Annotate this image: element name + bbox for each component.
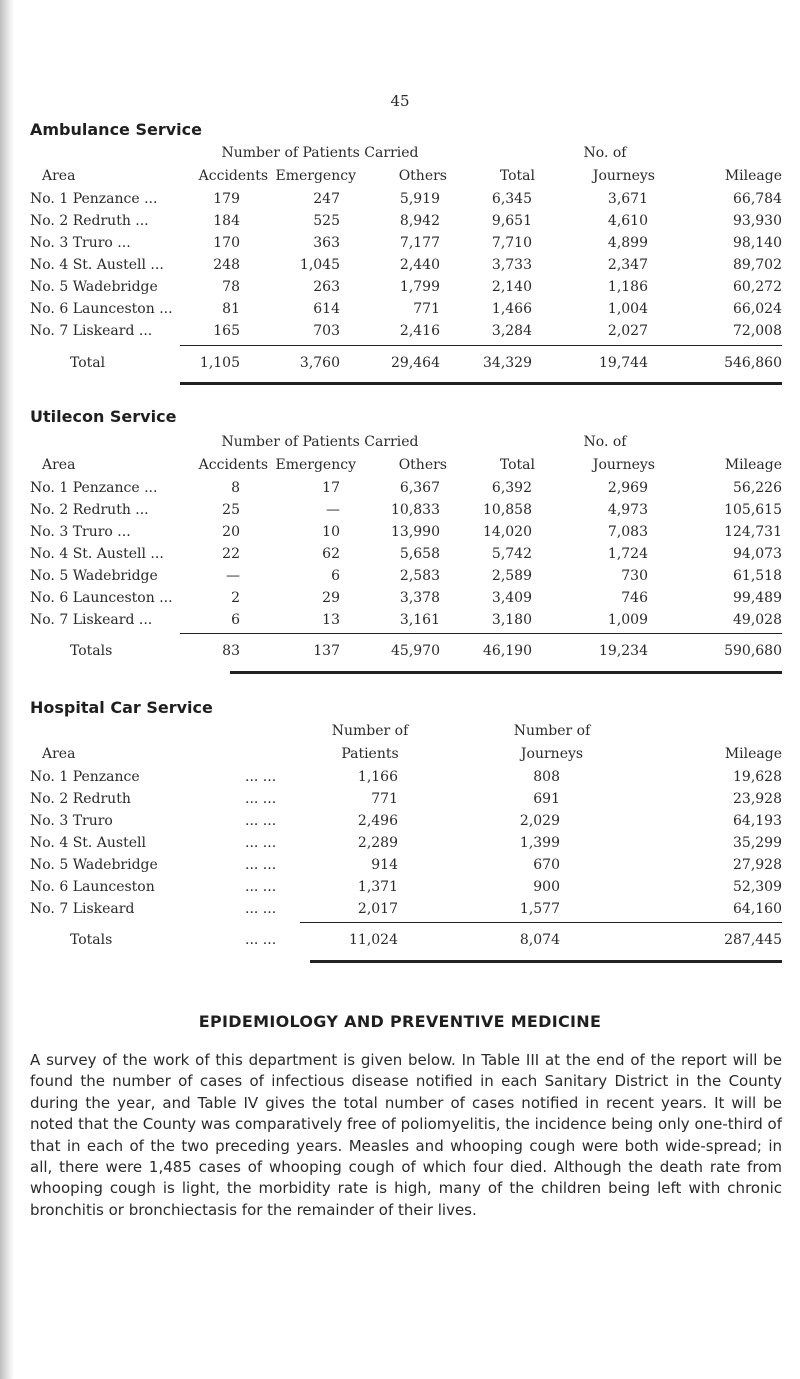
table-row xyxy=(30,188,782,210)
col-accidents: Accidents xyxy=(198,457,268,473)
patients-cell: 1,166 xyxy=(357,769,398,785)
area-cell: No. 3 Truro xyxy=(30,813,113,829)
totals-row xyxy=(30,640,782,662)
others-cell: 3,161 xyxy=(399,612,440,628)
leader-dots: ... ... xyxy=(245,769,277,785)
totals-divider xyxy=(180,633,782,634)
accidents-cell: 25 xyxy=(222,502,240,518)
area-cell: No. 1 Penzance xyxy=(30,769,140,785)
accidents-cell: 248 xyxy=(213,257,240,273)
accidents-cell: 81 xyxy=(222,301,240,317)
area-cell: No. 1 Penzance ... xyxy=(30,191,158,207)
ambulance-header-top xyxy=(30,142,782,164)
table-row xyxy=(30,298,782,320)
journeys-cell: 1,724 xyxy=(607,546,648,562)
table-row xyxy=(30,766,782,788)
accidents-total: 1,105 xyxy=(199,355,240,371)
others-cell: 5,919 xyxy=(399,191,440,207)
total-cell: 10,858 xyxy=(483,502,532,518)
total-total: 46,190 xyxy=(483,643,532,659)
col-emergency: Emergency xyxy=(275,168,356,184)
emergency-cell: 62 xyxy=(322,546,340,562)
accidents-cell: 8 xyxy=(231,480,240,496)
mileage-cell: 64,160 xyxy=(733,901,782,917)
hospital-car-header-top xyxy=(30,720,782,742)
leader-dots: ... ... xyxy=(245,932,277,948)
others-cell: 6,367 xyxy=(399,480,440,496)
others-cell: 1,799 xyxy=(399,279,440,295)
journeys-cell: 2,969 xyxy=(607,480,648,496)
total-cell: 3,180 xyxy=(491,612,532,628)
journeys-cell: 1,577 xyxy=(519,901,560,917)
mileage-cell: 105,615 xyxy=(724,502,782,518)
col-area: Area xyxy=(42,746,76,762)
page-number: 45 xyxy=(390,92,410,110)
mileage-cell: 89,702 xyxy=(733,257,782,273)
table-row xyxy=(30,477,782,499)
totals-label: Totals xyxy=(70,643,113,659)
area-cell: No. 4 St. Austell ... xyxy=(30,257,164,273)
ambulance-journeys-header-top: No. of xyxy=(583,145,627,161)
col-patients: Patients xyxy=(341,746,399,762)
emergency-cell: 263 xyxy=(313,279,340,295)
col-accidents: Accidents xyxy=(198,168,268,184)
mileage-cell: 93,930 xyxy=(733,213,782,229)
table-row xyxy=(30,854,782,876)
others-cell: 771 xyxy=(413,301,440,317)
journeys-cell: 730 xyxy=(621,568,648,584)
others-cell: 2,440 xyxy=(399,257,440,273)
totals-label: Totals xyxy=(70,932,113,948)
mileage-cell: 60,272 xyxy=(733,279,782,295)
total-cell: 6,392 xyxy=(491,480,532,496)
col-mileage: Mileage xyxy=(724,457,782,473)
area-cell: No. 6 Launceston xyxy=(30,879,155,895)
total-cell: 5,742 xyxy=(491,546,532,562)
total-cell: 14,020 xyxy=(483,524,532,540)
area-cell: No. 7 Liskeard ... xyxy=(30,612,153,628)
journeys-total: 19,744 xyxy=(599,355,648,371)
totals-divider xyxy=(300,922,782,923)
total-cell: 3,409 xyxy=(491,590,532,606)
journeys-cell: 670 xyxy=(533,857,560,873)
table-row xyxy=(30,788,782,810)
mileage-cell: 94,073 xyxy=(733,546,782,562)
total-cell: 7,710 xyxy=(491,235,532,251)
accidents-cell: 165 xyxy=(213,323,240,339)
table-row xyxy=(30,609,782,631)
mileage-cell: 52,309 xyxy=(733,879,782,895)
totals-divider xyxy=(180,345,782,346)
journeys-cell: 4,899 xyxy=(607,235,648,251)
table-row xyxy=(30,898,782,920)
leader-dots: ... ... xyxy=(245,835,277,851)
mileage-cell: 56,226 xyxy=(733,480,782,496)
patients-total: 11,024 xyxy=(349,932,398,948)
section-end-rule xyxy=(180,382,782,385)
mileage-cell: 61,518 xyxy=(733,568,782,584)
table-row xyxy=(30,565,782,587)
others-cell: 5,658 xyxy=(399,546,440,562)
table-row xyxy=(30,254,782,276)
accidents-cell: 170 xyxy=(213,235,240,251)
area-cell: No. 4 St. Austell ... xyxy=(30,546,164,562)
epidemiology-paragraph: A survey of the work of this department is given below. In Table III at the end of the report will be found the number of cases of infectious disease notified in each Sanitary District in the County during the year, and Table IV gives the total number of cases notified in recent years. It will be noted that the County was comparatively free of poliomyelitis, the incidence being only one-third of that in each of the two preceding years. Measles and whooping cough were both wide-spread; in all, there were 1,485 cases of whooping cough of which four died. Although the death rate from whooping cough is light, the morbidity rate is high, many of the children being left with chronic bronchitis or bronchiectasis for the remainder of their lives. xyxy=(30,1051,782,1219)
emergency-cell: 13 xyxy=(322,612,340,628)
mileage-total: 546,860 xyxy=(724,355,782,371)
area-cell: No. 3 Truro ... xyxy=(30,524,131,540)
total-cell: 2,140 xyxy=(491,279,532,295)
col-others: Others xyxy=(398,168,447,184)
emergency-cell: 614 xyxy=(313,301,340,317)
area-cell: No. 6 Launceston ... xyxy=(30,301,173,317)
leader-dots: ... ... xyxy=(245,901,277,917)
section-end-rule xyxy=(310,960,782,963)
accidents-cell: 6 xyxy=(231,612,240,628)
mileage-cell: 124,731 xyxy=(724,524,782,540)
emergency-cell: 10 xyxy=(322,524,340,540)
utilecon-journeys-header-top: No. of xyxy=(583,434,627,450)
leader-dots: ... ... xyxy=(245,791,277,807)
others-cell: 3,378 xyxy=(399,590,440,606)
patients-cell: 914 xyxy=(371,857,398,873)
journeys-cell: 3,671 xyxy=(607,191,648,207)
hospital-car-column-headers xyxy=(30,743,782,765)
emergency-cell: 29 xyxy=(322,590,340,606)
col-total: Total xyxy=(499,168,535,184)
area-cell: No. 4 St. Austell xyxy=(30,835,146,851)
others-cell: 13,990 xyxy=(391,524,440,540)
area-cell: No. 2 Redruth ... xyxy=(30,502,149,518)
journeys-total: 19,234 xyxy=(599,643,648,659)
patients-cell: 1,371 xyxy=(357,879,398,895)
accidents-total: 83 xyxy=(222,643,240,659)
total-cell: 6,345 xyxy=(491,191,532,207)
mileage-cell: 66,784 xyxy=(733,191,782,207)
col-journeys: Journeys xyxy=(592,457,655,473)
journeys-cell: 1,004 xyxy=(607,301,648,317)
totals-row xyxy=(30,929,782,951)
emergency-cell: 17 xyxy=(322,480,340,496)
utilecon-group-header: Number of Patients Carried xyxy=(221,434,419,450)
table-row xyxy=(30,810,782,832)
total-cell: 9,651 xyxy=(491,213,532,229)
table-row xyxy=(30,587,782,609)
table-row xyxy=(30,276,782,298)
accidents-cell: — xyxy=(226,568,240,584)
others-cell: 2,416 xyxy=(399,323,440,339)
journeys-cell: 4,610 xyxy=(607,213,648,229)
accidents-cell: 179 xyxy=(213,191,240,207)
total-cell: 2,589 xyxy=(491,568,532,584)
mileage-cell: 99,489 xyxy=(733,590,782,606)
patients-cell: 2,017 xyxy=(357,901,398,917)
mileage-cell: 64,193 xyxy=(733,813,782,829)
area-cell: No. 6 Launceston ... xyxy=(30,590,173,606)
others-cell: 7,177 xyxy=(399,235,440,251)
col-area: Area xyxy=(42,168,76,184)
emergency-cell: 525 xyxy=(313,213,340,229)
hospital-car-section-title: Hospital Car Service xyxy=(30,698,213,717)
emergency-cell: 247 xyxy=(313,191,340,207)
table-row xyxy=(30,876,782,898)
area-cell: No. 7 Liskeard xyxy=(30,901,135,917)
journeys-cell: 746 xyxy=(621,590,648,606)
table-row xyxy=(30,832,782,854)
accidents-cell: 78 xyxy=(222,279,240,295)
leader-dots: ... ... xyxy=(245,857,277,873)
col-others: Others xyxy=(398,457,447,473)
emergency-cell: 363 xyxy=(313,235,340,251)
accidents-cell: 2 xyxy=(231,590,240,606)
journeys-cell: 1,399 xyxy=(519,835,560,851)
patients-header-top: Number of xyxy=(331,723,409,739)
utilecon-header-top xyxy=(30,431,782,453)
utilecon-section-title: Utilecon Service xyxy=(30,407,177,426)
mileage-total: 590,680 xyxy=(724,643,782,659)
total-cell: 3,284 xyxy=(491,323,532,339)
leader-dots: ... ... xyxy=(245,879,277,895)
others-cell: 2,583 xyxy=(399,568,440,584)
mileage-cell: 23,928 xyxy=(733,791,782,807)
totals-row xyxy=(30,352,782,374)
table-row xyxy=(30,499,782,521)
patients-cell: 2,289 xyxy=(357,835,398,851)
area-cell: No. 2 Redruth xyxy=(30,791,131,807)
col-journeys: Journeys xyxy=(520,746,584,762)
utilecon-column-headers xyxy=(30,454,782,476)
journeys-cell: 4,973 xyxy=(607,502,648,518)
col-emergency: Emergency xyxy=(275,457,356,473)
journeys-total: 8,074 xyxy=(519,932,560,948)
ambulance-column-headers xyxy=(30,165,782,187)
journeys-cell: 2,029 xyxy=(519,813,560,829)
journeys-cell: 808 xyxy=(533,769,560,785)
others-cell: 8,942 xyxy=(399,213,440,229)
emergency-cell: 1,045 xyxy=(299,257,340,273)
others-total: 45,970 xyxy=(391,643,440,659)
emergency-total: 3,760 xyxy=(299,355,340,371)
area-cell: No. 3 Truro ... xyxy=(30,235,131,251)
ambulance-group-header: Number of Patients Carried xyxy=(221,145,419,161)
table-row xyxy=(30,232,782,254)
area-cell: No. 2 Redruth ... xyxy=(30,213,149,229)
patients-cell: 2,496 xyxy=(357,813,398,829)
table-row xyxy=(30,543,782,565)
journeys-cell: 691 xyxy=(533,791,560,807)
area-cell: No. 7 Liskeard ... xyxy=(30,323,153,339)
mileage-cell: 72,008 xyxy=(733,323,782,339)
scanned-page-edge xyxy=(0,0,14,1379)
mileage-total: 287,445 xyxy=(724,932,782,948)
total-cell: 3,733 xyxy=(491,257,532,273)
area-cell: No. 5 Wadebridge xyxy=(30,857,158,873)
area-cell: No. 1 Penzance ... xyxy=(30,480,158,496)
accidents-cell: 22 xyxy=(222,546,240,562)
section-end-rule xyxy=(230,671,782,674)
col-mileage: Mileage xyxy=(724,168,782,184)
mileage-cell: 27,928 xyxy=(733,857,782,873)
emergency-cell: — xyxy=(326,502,340,518)
emergency-total: 137 xyxy=(313,643,340,659)
journeys-cell: 2,027 xyxy=(607,323,648,339)
ambulance-section-title: Ambulance Service xyxy=(30,120,202,139)
total-total: 34,329 xyxy=(483,355,532,371)
mileage-cell: 49,028 xyxy=(733,612,782,628)
others-total: 29,464 xyxy=(391,355,440,371)
others-cell: 10,833 xyxy=(391,502,440,518)
col-area: Area xyxy=(42,457,76,473)
leader-dots: ... ... xyxy=(245,813,277,829)
journeys-header-top: Number of xyxy=(513,723,591,739)
accidents-cell: 184 xyxy=(213,213,240,229)
area-cell: No. 5 Wadebridge xyxy=(30,568,158,584)
mileage-cell: 19,628 xyxy=(733,769,782,785)
epidemiology-heading: EPIDEMIOLOGY AND PREVENTIVE MEDICINE xyxy=(198,1012,602,1031)
col-total: Total xyxy=(499,457,535,473)
emergency-cell: 6 xyxy=(331,568,340,584)
total-cell: 1,466 xyxy=(491,301,532,317)
table-row xyxy=(30,521,782,543)
col-journeys: Journeys xyxy=(592,168,655,184)
table-row xyxy=(30,210,782,232)
journeys-cell: 1,186 xyxy=(607,279,648,295)
table-row xyxy=(30,320,782,342)
area-cell: No. 5 Wadebridge xyxy=(30,279,158,295)
accidents-cell: 20 xyxy=(222,524,240,540)
totals-label: Total xyxy=(70,355,106,371)
journeys-cell: 900 xyxy=(533,879,560,895)
patients-cell: 771 xyxy=(371,791,398,807)
col-mileage: Mileage xyxy=(724,746,782,762)
journeys-cell: 7,083 xyxy=(607,524,648,540)
mileage-cell: 98,140 xyxy=(733,235,782,251)
mileage-cell: 66,024 xyxy=(733,301,782,317)
emergency-cell: 703 xyxy=(313,323,340,339)
mileage-cell: 35,299 xyxy=(733,835,782,851)
journeys-cell: 2,347 xyxy=(607,257,648,273)
journeys-cell: 1,009 xyxy=(607,612,648,628)
